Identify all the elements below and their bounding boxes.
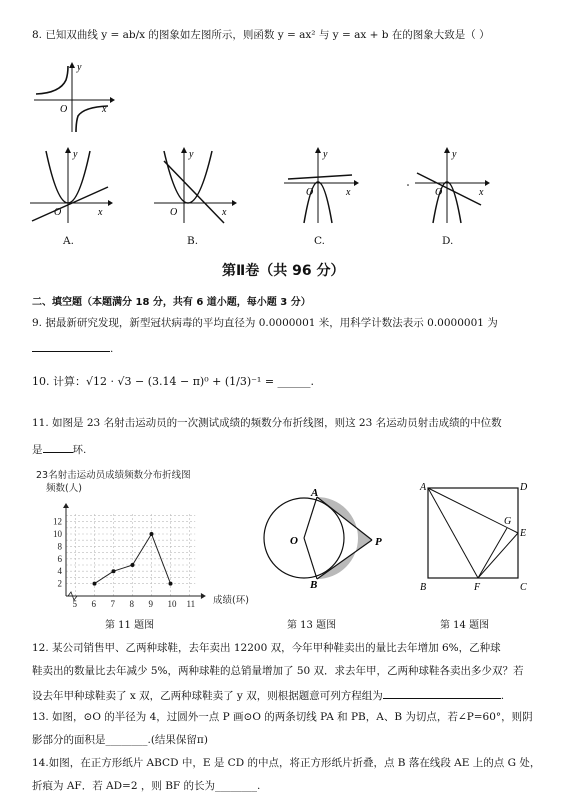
- chart-y-tick: 10: [53, 529, 62, 539]
- chart-x-tick: 6: [91, 599, 96, 609]
- chart-point: [150, 532, 154, 536]
- q12-line3-text: 设去年甲种球鞋卖了 x 双，乙两种球鞋卖了 y 双，则根据题意可列方程组为: [32, 690, 383, 702]
- fig13-label-a: A: [311, 488, 319, 499]
- q9-end: .: [110, 343, 114, 355]
- chart-y-tick: 2: [57, 578, 62, 589]
- svg-text:O: O: [170, 207, 178, 218]
- q8-text: 8. 已知双曲线 y = ab/x 的图象如左图所示，则函数 y = ax² 与 y = ax + b 在的图象大致是（ ）: [32, 29, 490, 41]
- chart-x-tick: 5: [72, 599, 77, 609]
- option-c-label[interactable]: C.: [314, 235, 325, 247]
- chart-y-tick: 8: [57, 541, 62, 552]
- q14-line1: 14.如图，在正方形纸片 ABCD 中，E 是 CD 的中点，将正方形纸片折叠，点 B 落在线段 AE 上的点 G 处，: [32, 757, 541, 769]
- fig13-label-p: P: [375, 536, 382, 548]
- fig14-label-f: F: [474, 582, 481, 593]
- svg-text:y: y: [323, 149, 328, 160]
- option-a-label[interactable]: A.: [63, 235, 74, 247]
- q9-answer-line[interactable]: [32, 340, 113, 356]
- frequency-line-chart: [30, 468, 258, 612]
- fig14-label-g: G: [504, 516, 512, 527]
- chart-y-tick: 4: [57, 566, 62, 577]
- chart-point: [93, 582, 97, 586]
- chart-point: [169, 582, 173, 586]
- chart-x-tick: 9: [148, 599, 153, 609]
- chart-point: [112, 569, 116, 573]
- chart-y-arrow: [63, 503, 69, 508]
- svg-text:O: O: [60, 104, 68, 115]
- chart-title: 23名射击运动员成绩频数分布折线图: [36, 470, 191, 481]
- q10-text: 10. 计算：√12 · √3 − (3.14 − π)⁰ + (1/3)⁻¹ = ______.: [32, 375, 315, 388]
- fig14-label-b: B: [420, 582, 427, 593]
- option-a-graph: [28, 145, 113, 225]
- q14-line2: 折痕为 AF．若 AD=2 ，则 BF 的长为________.: [32, 780, 261, 792]
- fig13-label-b: B: [310, 579, 318, 588]
- section2-heading: 二、填空题（本题满分 18 分，共有 6 道小题，每小题 3 分）: [32, 297, 311, 308]
- chart-ylabel: 频数(人): [46, 483, 82, 494]
- fig14-label-d: D: [520, 482, 528, 493]
- fig14-label-e: E: [520, 528, 527, 539]
- fig14-label-c: C: [520, 582, 527, 593]
- svg-text:O: O: [54, 207, 62, 218]
- option-b-label[interactable]: B.: [187, 235, 199, 247]
- q11-line1: 11. 如图是 23 名射击运动员的一次测试成绩的频数分布折线图，则这 23 名运动员射击成绩的中位数: [32, 417, 502, 429]
- q12-line3: [32, 687, 504, 703]
- svg-text:x: x: [98, 207, 103, 218]
- chart-y-tick: 12: [53, 516, 62, 527]
- q9-text: 9. 据最新研究发现，新型冠状病毒的平均直径为 0.0000001 米，用科学计数法表示 0.0000001 为: [32, 317, 498, 329]
- q13-line2: 影部分的面积是________.(结果保留π): [32, 734, 208, 746]
- q12-blank[interactable]: [383, 687, 501, 699]
- q11-suffix: 环.: [72, 444, 87, 456]
- chart-x-tick: 7: [110, 599, 115, 609]
- svg-text:y: y: [73, 149, 78, 160]
- q12-line1: 12. 某公司销售甲、乙两种球鞋，去年卖出 12200 双，今年甲种鞋卖出的量比去年增加 6%，乙种球: [32, 642, 501, 654]
- q12-line2: 鞋卖出的数量比去年减少 5%，两种球鞋的总销量增加了 50 双．求去年甲，乙两种球鞋各卖出多少双？若: [32, 665, 524, 677]
- option-d-label[interactable]: D.: [442, 235, 454, 247]
- svg-text:O: O: [435, 187, 443, 198]
- chart-xlabel: 成绩(环): [213, 595, 249, 606]
- q11-blank[interactable]: [43, 441, 73, 453]
- q11-prefix: 是: [32, 444, 43, 456]
- fig14-square-fold: [414, 478, 534, 598]
- caption-fig11: 第 11 题图: [105, 620, 155, 631]
- chart-x-tick: 10: [167, 599, 177, 609]
- q13-line1: 13. 如图，⊙O 的半径为 4，过圆外一点 P 画⊙O 的两条切线 PA 和 PB，A、B 为切点，若∠P=60°，则阴: [32, 711, 533, 723]
- svg-text:x: x: [479, 187, 484, 198]
- option-c-graph: [282, 145, 367, 225]
- chart-y-tick: 6: [57, 553, 62, 564]
- caption-fig14: 第 14 题图: [440, 620, 490, 631]
- svg-text:x: x: [102, 104, 107, 115]
- chart-x-arrow: [201, 593, 206, 599]
- part2-title: 第Ⅱ卷（共 96 分）: [222, 263, 345, 279]
- caption-fig13: 第 13 题图: [287, 620, 337, 631]
- chart-x-tick: 8: [129, 599, 134, 609]
- chart-x-tick: 11: [186, 599, 196, 609]
- option-b-graph: [152, 145, 237, 225]
- svg-text:x: x: [222, 207, 227, 218]
- svg-text:y: y: [452, 149, 457, 160]
- hyperbola-figure: [30, 60, 115, 135]
- q11-line2: [32, 441, 86, 457]
- option-d-graph: [405, 145, 490, 225]
- svg-text:x: x: [346, 187, 351, 198]
- chart-point: [131, 563, 135, 567]
- fig13-circle-tangents: [262, 488, 382, 588]
- fig13-label-o: O: [290, 535, 298, 547]
- svg-text:O: O: [306, 187, 314, 198]
- svg-text:y: y: [189, 149, 194, 160]
- fig14-label-a: A: [420, 482, 427, 493]
- q12-end: .: [500, 690, 505, 702]
- svg-text:y: y: [77, 62, 82, 73]
